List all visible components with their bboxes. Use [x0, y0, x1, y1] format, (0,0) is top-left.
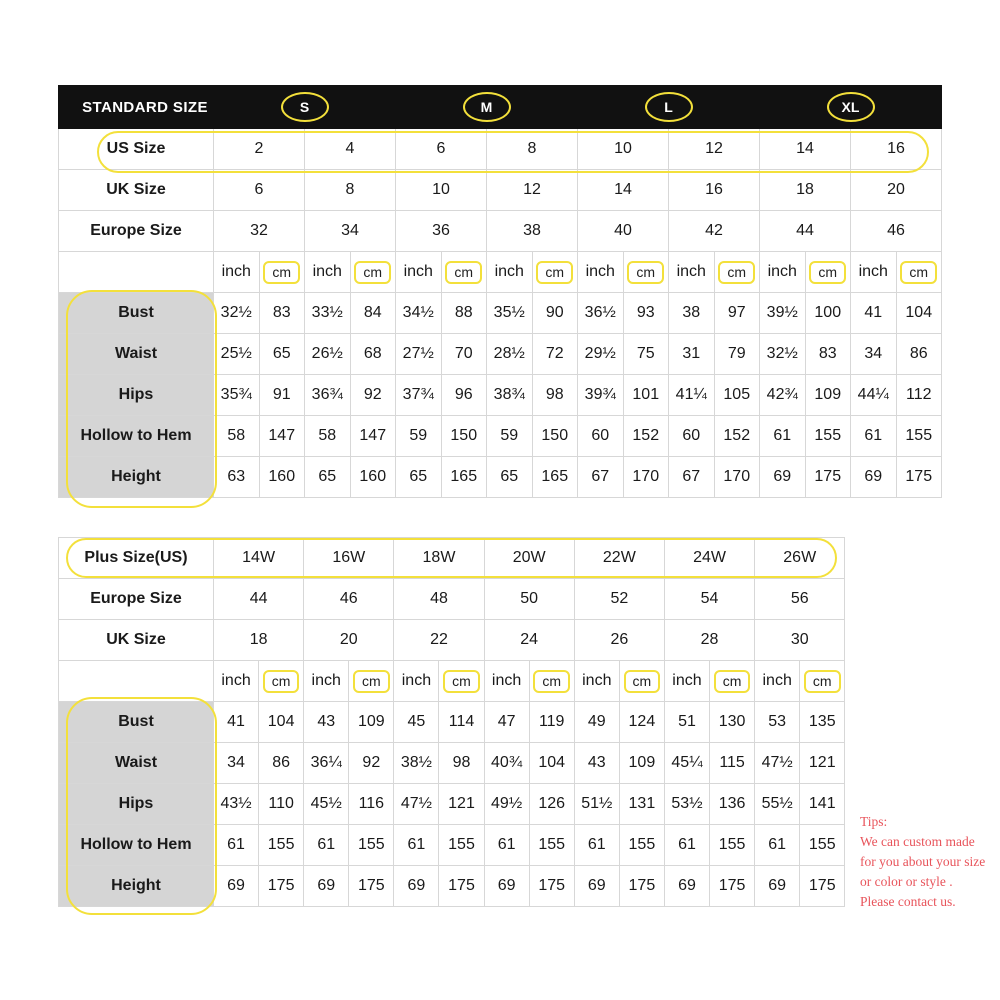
cell: 54 — [664, 579, 754, 620]
size-badge-s: S — [281, 92, 329, 122]
cell: 36 — [396, 211, 487, 252]
cell: 175 — [529, 866, 574, 907]
cm-highlight: cm — [624, 670, 661, 693]
unit-cm — [800, 661, 845, 702]
cell: 47½ — [755, 743, 800, 784]
cell: 116 — [349, 784, 394, 825]
unit-inch: inch — [755, 661, 800, 702]
cell: 36¼ — [304, 743, 349, 784]
size-badge-xl: XL — [827, 92, 875, 122]
cell: 35¾ — [214, 375, 260, 416]
cell: 10 — [578, 129, 669, 170]
cell: 100 — [805, 293, 851, 334]
table-row — [59, 620, 845, 661]
cell: 22 — [394, 620, 484, 661]
cm-highlight: cm — [445, 261, 482, 284]
cell: 69 — [574, 866, 619, 907]
cell: 104 — [259, 702, 304, 743]
unit-cm — [805, 252, 851, 293]
cell: 61 — [851, 416, 897, 457]
standard-title: STANDARD SIZE — [59, 86, 214, 129]
unit-cm — [350, 252, 396, 293]
cell: 175 — [349, 866, 394, 907]
cm-highlight: cm — [443, 670, 480, 693]
cell: 92 — [350, 375, 396, 416]
tips-note — [860, 812, 1000, 912]
cm-highlight: cm — [536, 261, 573, 284]
unit-cm — [623, 252, 669, 293]
cell: 8 — [487, 129, 578, 170]
cell: 38 — [669, 293, 715, 334]
cell: 155 — [896, 416, 942, 457]
cell: 93 — [623, 293, 669, 334]
cell: 16 — [851, 129, 942, 170]
cell: 135 — [800, 702, 845, 743]
table-row — [59, 866, 845, 907]
cell: 90 — [532, 293, 578, 334]
unit-inch: inch — [851, 252, 897, 293]
standard-size-table — [58, 85, 941, 498]
cell: 34½ — [396, 293, 442, 334]
cell: 34 — [851, 334, 897, 375]
measure-label-hips: Hips — [59, 784, 214, 825]
cell: 69 — [484, 866, 529, 907]
measure-label-waist: Waist — [59, 743, 214, 784]
cell: 33½ — [305, 293, 351, 334]
cell: 124 — [619, 702, 664, 743]
unit-cm — [529, 661, 574, 702]
cell: 155 — [619, 825, 664, 866]
cell: 61 — [304, 825, 349, 866]
unit-cm — [349, 661, 394, 702]
cell: 49½ — [484, 784, 529, 825]
cell: 121 — [800, 743, 845, 784]
cell: 88 — [441, 293, 487, 334]
cell: 20 — [851, 170, 942, 211]
measure-label-hips: Hips — [59, 375, 214, 416]
cell: 72 — [532, 334, 578, 375]
cell: 175 — [259, 866, 304, 907]
cell: 50 — [484, 579, 574, 620]
cell: 109 — [619, 743, 664, 784]
cell: 43 — [574, 743, 619, 784]
cell: 44 — [214, 579, 304, 620]
cell: 65 — [396, 457, 442, 498]
cell: 69 — [851, 457, 897, 498]
cm-highlight: cm — [714, 670, 751, 693]
cell: 147 — [350, 416, 396, 457]
unit-inch: inch — [484, 661, 529, 702]
cell: 155 — [439, 825, 484, 866]
cell: 97 — [714, 293, 760, 334]
cell: 51½ — [574, 784, 619, 825]
unit-cm — [439, 661, 484, 702]
cell: 27½ — [396, 334, 442, 375]
size-badge-xl-cell — [760, 86, 942, 129]
cell: 12 — [669, 129, 760, 170]
cell: 32½ — [214, 293, 260, 334]
cell: 175 — [439, 866, 484, 907]
cell: 16 — [669, 170, 760, 211]
unit-inch: inch — [394, 661, 439, 702]
cell: 55½ — [755, 784, 800, 825]
cell: 47 — [484, 702, 529, 743]
cell: 115 — [710, 743, 755, 784]
cell: 104 — [529, 743, 574, 784]
measure-label-height: Height — [59, 457, 214, 498]
row-label-plus-size-us: Plus Size(US) — [59, 538, 214, 579]
cell: 105 — [714, 375, 760, 416]
cell: 83 — [259, 293, 305, 334]
cell: 61 — [664, 825, 709, 866]
cell: 155 — [805, 416, 851, 457]
unit-cm — [441, 252, 487, 293]
cell: 51 — [664, 702, 709, 743]
cell: 61 — [214, 825, 259, 866]
cell: 45 — [394, 702, 439, 743]
plus-unit-row — [59, 661, 845, 702]
cell: 28½ — [487, 334, 533, 375]
row-label-europe-size-plus: Europe Size — [59, 579, 214, 620]
cm-highlight: cm — [804, 670, 841, 693]
table-row — [59, 702, 845, 743]
cell: 70 — [441, 334, 487, 375]
measure-label-bust: Bust — [59, 293, 214, 334]
cell: 39¾ — [578, 375, 624, 416]
size-badge-s-cell — [214, 86, 396, 129]
cell: 160 — [259, 457, 305, 498]
cell: 69 — [664, 866, 709, 907]
cell: 150 — [441, 416, 487, 457]
cell: 35½ — [487, 293, 533, 334]
cell: 38 — [487, 211, 578, 252]
table-row — [59, 416, 942, 457]
cell: 130 — [710, 702, 755, 743]
size-badge-m: M — [463, 92, 511, 122]
row-label-europe-size: Europe Size — [59, 211, 214, 252]
size-badge-m-cell — [396, 86, 578, 129]
size-badge-l: L — [645, 92, 693, 122]
cell: 109 — [349, 702, 394, 743]
unit-cm — [896, 252, 942, 293]
cell: 39½ — [760, 293, 806, 334]
unit-cm — [710, 661, 755, 702]
cell: 126 — [529, 784, 574, 825]
cell: 175 — [800, 866, 845, 907]
unit-inch: inch — [578, 252, 624, 293]
cell: 112 — [896, 375, 942, 416]
cell: 44¼ — [851, 375, 897, 416]
cell: 175 — [710, 866, 755, 907]
cell: 36¾ — [305, 375, 351, 416]
cm-highlight: cm — [353, 670, 390, 693]
cell: 155 — [800, 825, 845, 866]
cell: 147 — [259, 416, 305, 457]
cell: 83 — [805, 334, 851, 375]
cell: 53 — [755, 702, 800, 743]
cell: 18W — [394, 538, 484, 579]
cell: 65 — [305, 457, 351, 498]
cell: 150 — [532, 416, 578, 457]
cell: 8 — [305, 170, 396, 211]
unit-row-blank-label — [59, 252, 214, 293]
cell: 44 — [760, 211, 851, 252]
cell: 30 — [755, 620, 845, 661]
measure-label-hollow-to-hem: Hollow to Hem — [59, 825, 214, 866]
cell: 98 — [532, 375, 578, 416]
cell: 36½ — [578, 293, 624, 334]
cell: 104 — [896, 293, 942, 334]
cm-highlight: cm — [263, 670, 300, 693]
cell: 34 — [214, 743, 259, 784]
cell: 96 — [441, 375, 487, 416]
cell: 20W — [484, 538, 574, 579]
cell: 28 — [664, 620, 754, 661]
cell: 91 — [259, 375, 305, 416]
cm-highlight: cm — [533, 670, 570, 693]
cell: 69 — [760, 457, 806, 498]
cm-highlight: cm — [627, 261, 664, 284]
cell: 22W — [574, 538, 664, 579]
cm-highlight: cm — [809, 261, 846, 284]
tips-line-2: We can custom made — [860, 834, 975, 849]
unit-inch: inch — [760, 252, 806, 293]
cell: 45¼ — [664, 743, 709, 784]
cell: 56 — [755, 579, 845, 620]
cell: 16W — [304, 538, 394, 579]
table-row — [59, 334, 942, 375]
cell: 26½ — [305, 334, 351, 375]
cell: 69 — [394, 866, 439, 907]
cell: 31 — [669, 334, 715, 375]
cell: 40¾ — [484, 743, 529, 784]
measure-label-bust: Bust — [59, 702, 214, 743]
cell: 69 — [755, 866, 800, 907]
cell: 152 — [714, 416, 760, 457]
cell: 155 — [259, 825, 304, 866]
cell: 60 — [578, 416, 624, 457]
cell: 59 — [487, 416, 533, 457]
cell: 42¾ — [760, 375, 806, 416]
unit-cm — [259, 661, 304, 702]
tips-line-3: for you about your size — [860, 854, 986, 869]
cell: 175 — [619, 866, 664, 907]
cell: 43 — [304, 702, 349, 743]
cell: 53½ — [664, 784, 709, 825]
cell: 41 — [214, 702, 259, 743]
unit-inch: inch — [304, 661, 349, 702]
cell: 24 — [484, 620, 574, 661]
cell: 155 — [529, 825, 574, 866]
cell: 61 — [394, 825, 439, 866]
cell: 6 — [214, 170, 305, 211]
cell: 61 — [484, 825, 529, 866]
cell: 152 — [623, 416, 669, 457]
cell: 4 — [305, 129, 396, 170]
table-row — [59, 211, 942, 252]
cell: 160 — [350, 457, 396, 498]
cell: 24W — [664, 538, 754, 579]
cell: 131 — [619, 784, 664, 825]
cell: 68 — [350, 334, 396, 375]
cm-highlight: cm — [354, 261, 391, 284]
table-row — [59, 170, 942, 211]
table-row — [59, 538, 845, 579]
table-row — [59, 825, 845, 866]
cell: 61 — [760, 416, 806, 457]
cell: 14 — [760, 129, 851, 170]
cell: 10 — [396, 170, 487, 211]
cell: 165 — [532, 457, 578, 498]
table-row — [59, 784, 845, 825]
measure-label-hollow-to-hem: Hollow to Hem — [59, 416, 214, 457]
unit-inch: inch — [396, 252, 442, 293]
cm-highlight: cm — [263, 261, 300, 284]
cell: 52 — [574, 579, 664, 620]
cell: 114 — [439, 702, 484, 743]
cell: 155 — [710, 825, 755, 866]
table-row — [59, 375, 942, 416]
cell: 141 — [800, 784, 845, 825]
cell: 86 — [259, 743, 304, 784]
cell: 109 — [805, 375, 851, 416]
unit-cm — [259, 252, 305, 293]
plus-size-table — [58, 537, 845, 907]
cell: 170 — [623, 457, 669, 498]
cell: 119 — [529, 702, 574, 743]
cell: 61 — [574, 825, 619, 866]
cell: 98 — [439, 743, 484, 784]
cell: 48 — [394, 579, 484, 620]
cell: 101 — [623, 375, 669, 416]
cell: 47½ — [394, 784, 439, 825]
cell: 86 — [896, 334, 942, 375]
table-row — [59, 129, 942, 170]
cell: 6 — [396, 129, 487, 170]
table-row — [59, 579, 845, 620]
cell: 12 — [487, 170, 578, 211]
cell: 61 — [755, 825, 800, 866]
row-label-uk-size: UK Size — [59, 170, 214, 211]
unit-cm — [619, 661, 664, 702]
cell: 41 — [851, 293, 897, 334]
cell: 175 — [896, 457, 942, 498]
tips-line-5: Please contact us. — [860, 894, 956, 909]
standard-header-row — [59, 86, 942, 129]
cell: 32 — [214, 211, 305, 252]
unit-inch: inch — [214, 252, 260, 293]
cell: 26W — [755, 538, 845, 579]
tips-line-1: Tips: — [860, 814, 888, 829]
cell: 136 — [710, 784, 755, 825]
cell: 58 — [214, 416, 260, 457]
cell: 38¾ — [487, 375, 533, 416]
unit-inch: inch — [574, 661, 619, 702]
measure-label-height: Height — [59, 866, 214, 907]
cell: 79 — [714, 334, 760, 375]
unit-cm — [532, 252, 578, 293]
cell: 46 — [304, 579, 394, 620]
cell: 38½ — [394, 743, 439, 784]
unit-cm — [714, 252, 760, 293]
cell: 175 — [805, 457, 851, 498]
unit-inch: inch — [664, 661, 709, 702]
cell: 49 — [574, 702, 619, 743]
cell: 92 — [349, 743, 394, 784]
cell: 67 — [669, 457, 715, 498]
cell: 25½ — [214, 334, 260, 375]
cell: 155 — [349, 825, 394, 866]
cell: 26 — [574, 620, 664, 661]
unit-inch: inch — [487, 252, 533, 293]
table-row — [59, 293, 942, 334]
cell: 110 — [259, 784, 304, 825]
cell: 65 — [487, 457, 533, 498]
cell: 40 — [578, 211, 669, 252]
cell: 18 — [760, 170, 851, 211]
unit-row-blank-label — [59, 661, 214, 702]
unit-inch: inch — [669, 252, 715, 293]
cell: 34 — [305, 211, 396, 252]
cell: 32½ — [760, 334, 806, 375]
row-label-uk-size-plus: UK Size — [59, 620, 214, 661]
cm-highlight: cm — [718, 261, 755, 284]
measure-label-waist: Waist — [59, 334, 214, 375]
cell: 63 — [214, 457, 260, 498]
cell: 14 — [578, 170, 669, 211]
table-row — [59, 457, 942, 498]
cell: 69 — [214, 866, 259, 907]
cell: 67 — [578, 457, 624, 498]
row-label-us-size: US Size — [59, 129, 214, 170]
cell: 59 — [396, 416, 442, 457]
tips-line-4: or color or style . — [860, 874, 953, 889]
cell: 29½ — [578, 334, 624, 375]
cell: 42 — [669, 211, 760, 252]
cell: 20 — [304, 620, 394, 661]
cell: 2 — [214, 129, 305, 170]
table-row — [59, 743, 845, 784]
size-badge-l-cell — [578, 86, 760, 129]
cell: 14W — [214, 538, 304, 579]
cell: 60 — [669, 416, 715, 457]
cell: 69 — [304, 866, 349, 907]
cell: 46 — [851, 211, 942, 252]
cell: 121 — [439, 784, 484, 825]
unit-inch: inch — [305, 252, 351, 293]
standard-unit-row — [59, 252, 942, 293]
cell: 18 — [214, 620, 304, 661]
cell: 165 — [441, 457, 487, 498]
cell: 41¼ — [669, 375, 715, 416]
cell: 170 — [714, 457, 760, 498]
cell: 37¾ — [396, 375, 442, 416]
cell: 75 — [623, 334, 669, 375]
cell: 58 — [305, 416, 351, 457]
unit-inch: inch — [214, 661, 259, 702]
cell: 43½ — [214, 784, 259, 825]
cm-highlight: cm — [900, 261, 937, 284]
cell: 84 — [350, 293, 396, 334]
cell: 65 — [259, 334, 305, 375]
cell: 45½ — [304, 784, 349, 825]
